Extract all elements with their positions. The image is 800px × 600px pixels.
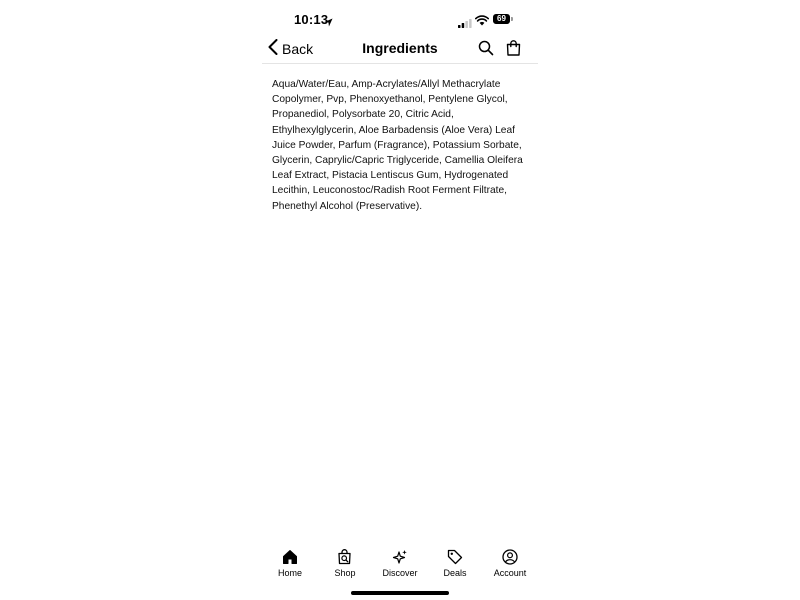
back-label: Back: [282, 41, 314, 57]
tag-icon: [427, 549, 483, 565]
account-icon: [482, 549, 538, 565]
cellular-signal-icon: [458, 15, 472, 33]
search-icon: [478, 43, 494, 60]
tab-account[interactable]: [482, 547, 538, 581]
nav-bar: [262, 36, 538, 64]
battery-icon: 69: [493, 14, 510, 24]
tab-account-label: Account: [493, 568, 527, 578]
status-bar: [262, 0, 538, 36]
shopping-bag-button[interactable]: [506, 40, 521, 61]
shopping-bag-icon: [506, 43, 521, 60]
wifi-icon: [475, 13, 489, 31]
location-arrow-icon: [324, 14, 333, 32]
tab-deals-label: Deals: [443, 568, 467, 578]
tab-bar: [262, 547, 538, 581]
ingredients-text: Aqua/Water/Eau, Amp-Acrylates/Allyl Methacrylate Copolymer, Pvp, Phenoxyethanol, Pentylene Glycol, Propanediol, Polysorbate 20, Citric Acid, Ethylhexylglycerin, Aloe Barbadensis (Aloe Vera) Leaf Juice Powder, Parfum (Fragrance), Potassium Sorbate, Glycerin, Caprylic/Capric Triglyceride, Camellia Oleifera Leaf Extract, Pistacia Lentiscus Gum, Hydrogenated Lecithin, Leuconostoc/Radish Root Ferment Filtrate, Phenethyl Alcohol (Preservative).: [272, 79, 523, 212]
battery-tip: [511, 17, 513, 21]
tab-discover-label: Discover: [382, 568, 418, 578]
status-time: 10:13: [294, 12, 329, 27]
tab-deals[interactable]: [427, 547, 483, 581]
tab-shop[interactable]: [317, 547, 373, 581]
phone-screen: [262, 0, 538, 600]
page-title: Ingredients: [362, 40, 438, 56]
shop-search-icon: [317, 549, 373, 565]
chevron-left-icon: [268, 39, 278, 60]
search-button[interactable]: [478, 40, 494, 61]
tab-shop-label: Shop: [334, 568, 356, 578]
sparkles-icon: [372, 549, 428, 565]
tab-discover[interactable]: [372, 547, 428, 581]
home-indicator[interactable]: [351, 591, 449, 595]
tab-home[interactable]: [262, 547, 318, 581]
back-button[interactable]: [268, 39, 313, 59]
tab-home-label: Home: [277, 568, 302, 578]
home-icon: [262, 549, 318, 565]
